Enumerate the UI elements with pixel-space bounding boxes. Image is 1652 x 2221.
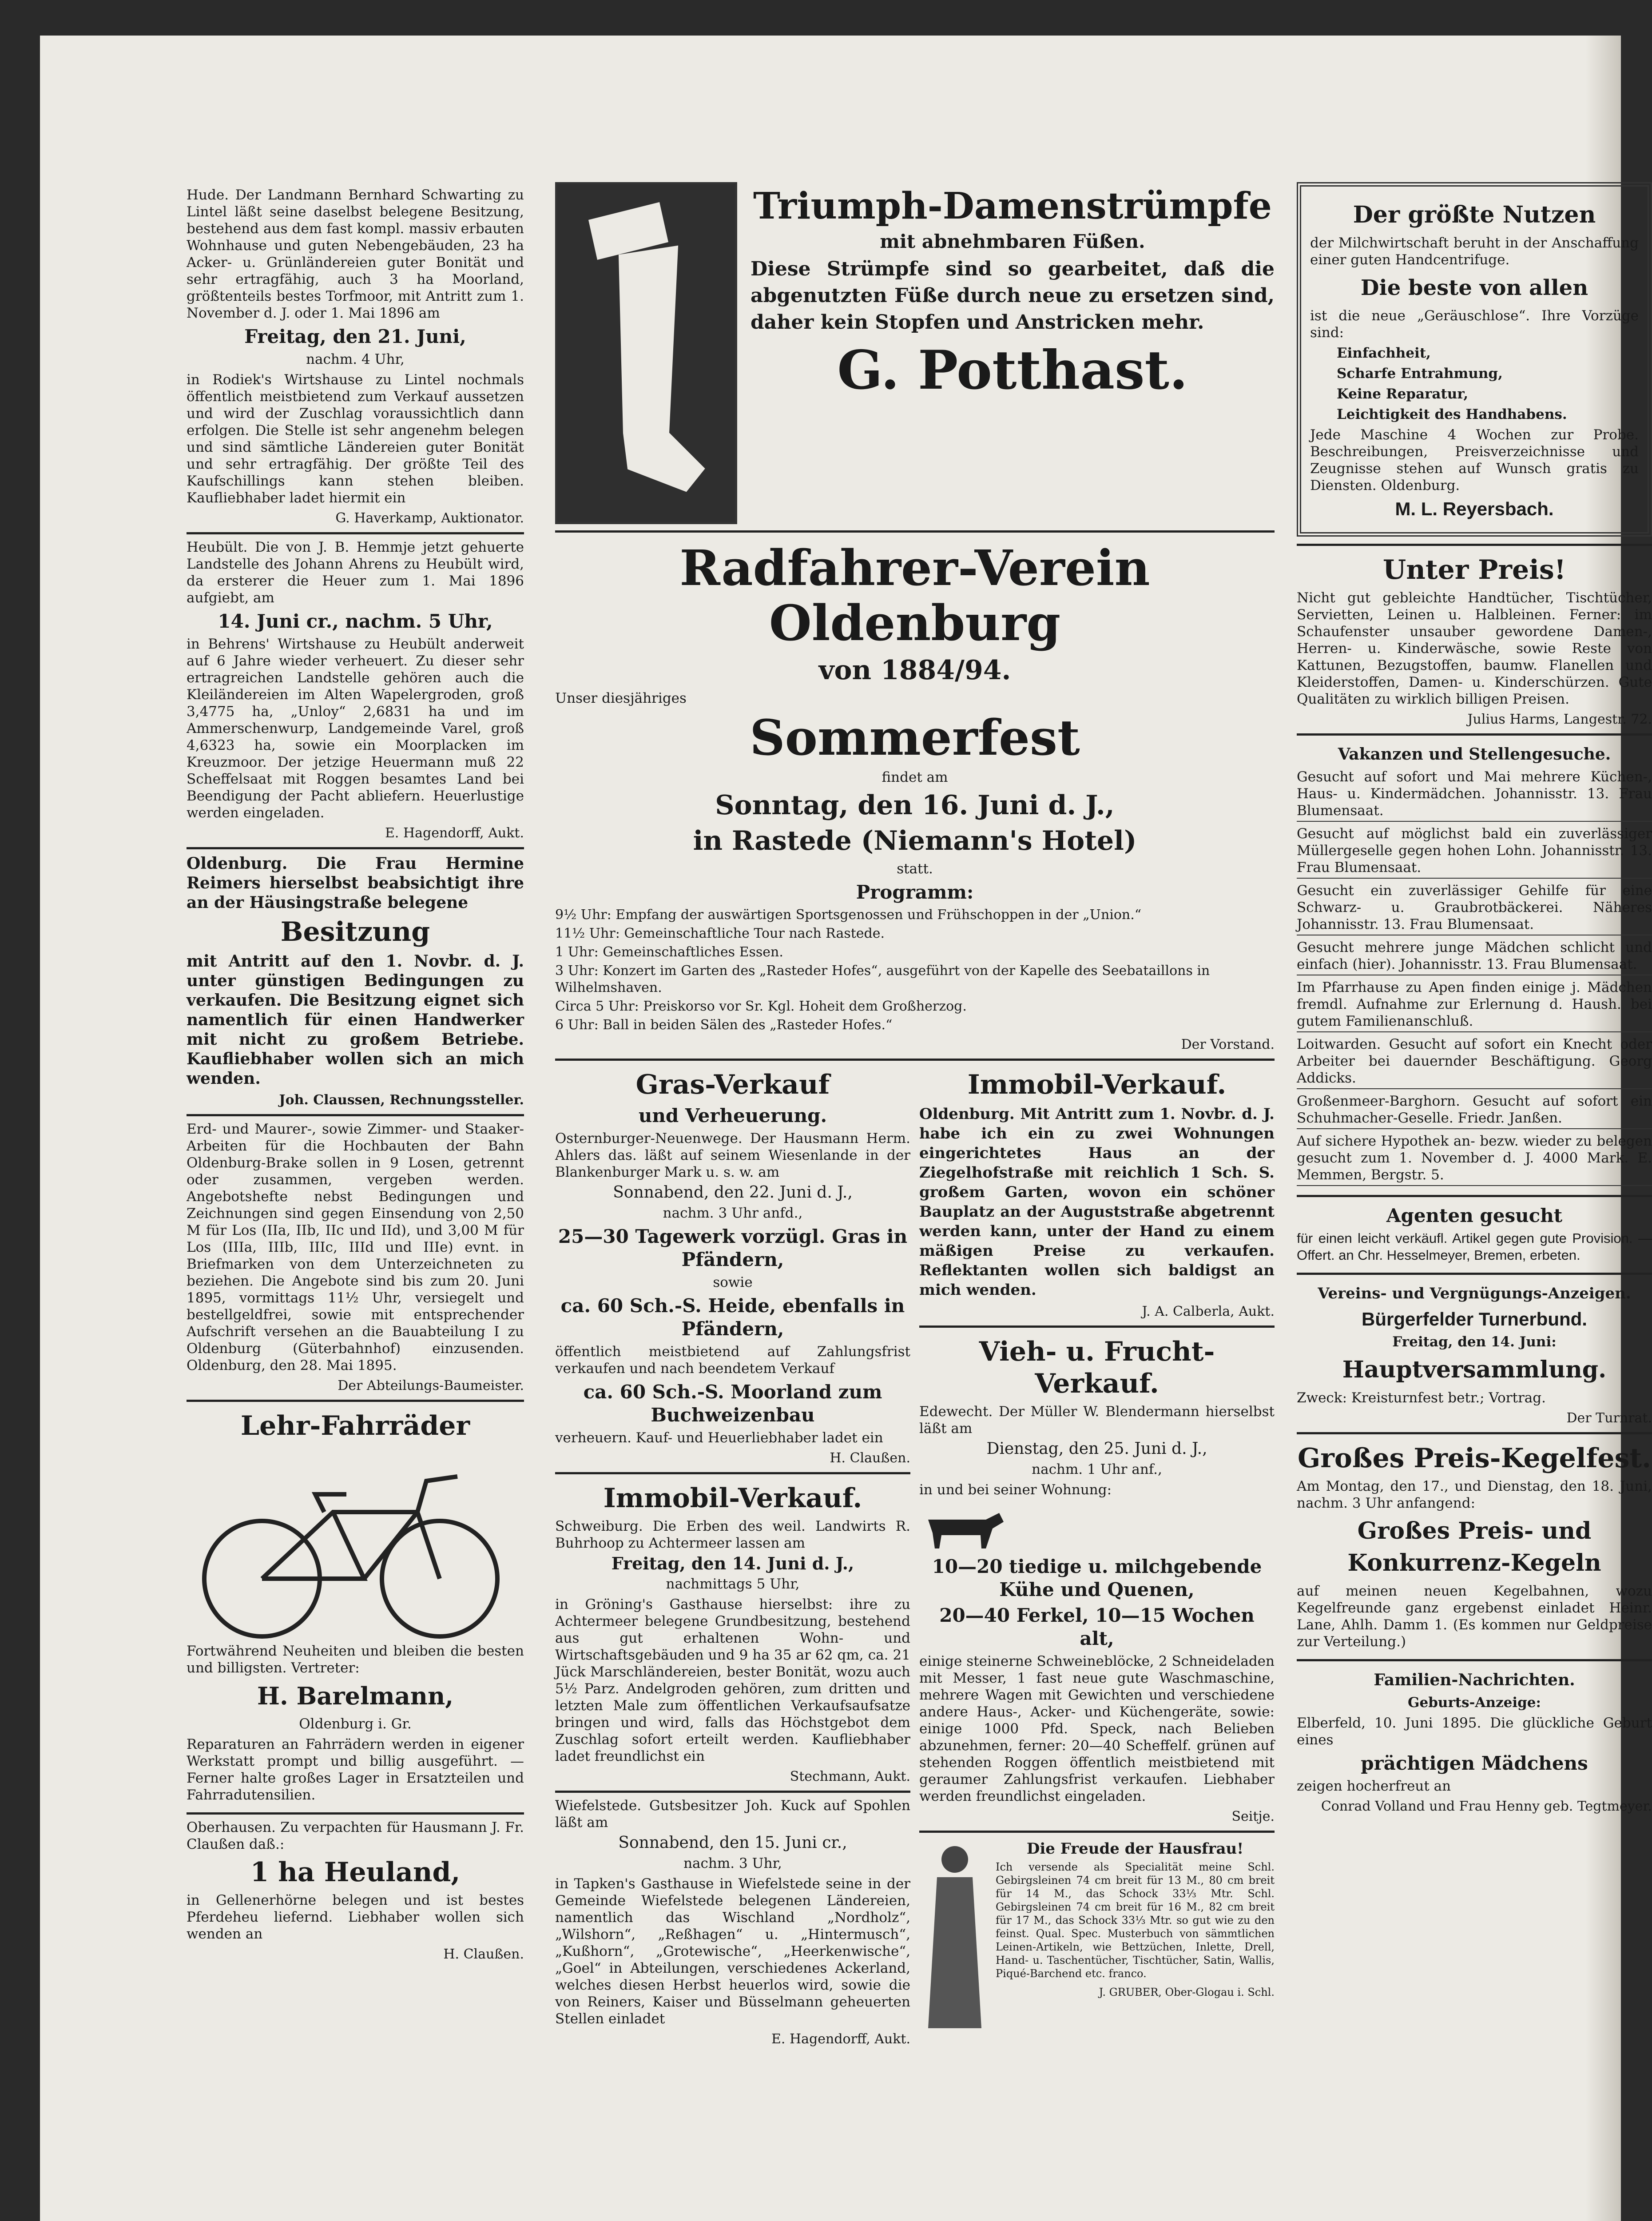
- content-frame: [187, 182, 1652, 2221]
- program-item: 9½ Uhr: Empfang der auswärtigen Sportsgenossen und Frühschoppen in der „Union.“: [555, 907, 1142, 923]
- ad-title: Der größte Nutzen: [1353, 201, 1596, 228]
- ad-damenstruempfe: [555, 182, 1275, 533]
- ad-offer: 20—40 Ferkel, 10—15 Wochen alt,: [939, 1604, 1255, 1649]
- ad-text: Oldenburg. Die Frau Hermine Reimers hierselbst beabsichtigt ihre an der Häusingstraße belegene: [187, 854, 524, 912]
- ad-title: Die Freude der Hausfrau!: [1026, 1840, 1244, 1858]
- ad-subtitle: mit abnehmbaren Füßen.: [880, 231, 1145, 252]
- ad-signature: E. Hagendorff, Aukt.: [385, 825, 524, 841]
- ad-text: Erd- und Maurer-, sowie Zimmer- und Staaker-Arbeiten für die Hochbauten der Bahn Oldenburg-Brake sollen in 9 Losen, getrennt oder zusammen, vergeben werden. Angebotshefte nebst Bedingungen und Zeichnungen sind gegen Einsendung von 2,50 M für Los (IIa, IIb, IIc und IId), und 3,00 M für Los (IIIa, IIIb, IIIc, IIId und IIIe) evnt. in Briefmarken von dem Unterzeichneten zu beziehen. Die Angebote sind bis zum 20. Juni 1895, vormittags 11½ Uhr, versiegelt und bestellgeldfrei, sowie mit entsprechender Aufschrift versehen an die Bauabteilung I zu Oldenburg (Güterbahnhof) einzusenden. Oldenburg, den 28. Mai 1895.: [187, 1121, 524, 1373]
- program-item: 3 Uhr: Konzert im Garten des „Rasteder Hofes“, ausgeführt von der Kapelle des Seebataillons in Wilhelmshaven.: [555, 963, 1210, 995]
- ad-signature: G. Potthast.: [837, 339, 1188, 402]
- ad-text: Wiefelstede. Gutsbesitzer Joh. Kuck auf Spohlen läßt am: [555, 1798, 910, 1831]
- job-listing: Im Pfarrhause zu Apen finden einige j. Mädchen fremdl. Aufnahme zur Erlernung d. Haush. bei gutem Familienanschluß.: [1297, 979, 1652, 1032]
- section-title: Vereins- und Vergnügungs-Anzeigen.: [1318, 1285, 1631, 1302]
- column-left: [187, 182, 524, 1968]
- feature-item: Keine Reparatur,: [1337, 386, 1469, 402]
- ad-text: Oberhausen. Zu verpachten für Hausmann J. Fr. Claußen daß.:: [187, 1819, 524, 1852]
- ad-title: Bürgerfelder Turnerbund.: [1362, 1309, 1587, 1329]
- ad-offer: 25—30 Tagewerk vorzügl. Gras in Pfändern,: [558, 1226, 908, 1270]
- ad-dealer-name: H. Barelmann,: [257, 1682, 454, 1710]
- ad-date: Sonnabend, den 15. Juni cr.,: [618, 1834, 847, 1852]
- ad-subtitle: und Verheuerung.: [638, 1105, 827, 1126]
- ad-signature: Joh. Claussen, Rechnungssteller.: [279, 1092, 524, 1108]
- ad-time: nachm. 3 Uhr anfd.,: [663, 1205, 803, 1221]
- program-item: Circa 5 Uhr: Preiskorso vor Sr. Kgl. Hoheit dem Großherzog.: [555, 999, 967, 1014]
- ad-dealer-city: Oldenburg i. Gr.: [299, 1716, 412, 1732]
- ad-text: der Milchwirtschaft beruht in der Anschaffung einer guten Handcentrifuge.: [1310, 235, 1639, 268]
- ad-wiefelstede: [555, 1791, 910, 2053]
- ad-signature: Der Turnrat.: [1566, 1410, 1652, 1426]
- ad-text: Zweck: Kreisturnfest betr.; Vortrag.: [1297, 1390, 1546, 1406]
- ad-offer: 10—20 tiedige u. milchgebende Kühe und Quenen,: [932, 1556, 1262, 1600]
- ad-text: Jede Maschine 4 Wochen zur Probe. Beschreibungen, Preisverzeichnisse und Zeugnisse stehen auf Wunsch gratis zu Diensten. Oldenburg.: [1310, 427, 1639, 494]
- job-listing: Gesucht auf möglichst bald ein zuverlässiger Müllergeselle gegen hohen Lohn. Johannisstr. 13. Frau Blumensaat.: [1297, 825, 1652, 879]
- job-listing: Auf sichere Hypothek an- bezw. wieder zu belegen gesucht zum 1. November d. J. 4000 Mark. E. Memmen, Bergstr. 5.: [1297, 1133, 1652, 1186]
- ad-text: Heubült. Die von J. B. Hemmje jetzt gehuerte Landstelle des Johann Ahrens zu Heubült wird, da ersterer die Heuer zum 1. Mai 1896 aufgiebt, am: [187, 539, 524, 606]
- ad-fest-title: Sommerfest: [750, 709, 1080, 766]
- ad-text: Ich versende als Specialität meine Schl. Gebirgsleinen 74 cm breit für 13 M., 80 cm breit für 14 M., das Schock 33⅓ Mtr. Schl. Gebirgsleinen 74 cm breit für 16 M., 82 cm breit für 17 M., das Schock 33⅓ Mtr. so gut wie zu den feinst. Qual. Spec. Musterbuch von sämmtlichen Leinen-Artikeln, wie Bettzüchen, Inlette, Drell, Hand- u. Taschentücher, Tischtücher, Satin, Wallis, Piqué-Barchend etc. franco.: [996, 1861, 1275, 1980]
- ad-immobil-schweiburg: [555, 1472, 910, 1791]
- ad-time: nachm. 4 Uhr,: [306, 351, 405, 367]
- ad-text: Diese Strümpfe sind so gearbeitet, daß die abgenutzten Füße durch neue zu ersetzen sind, daher kein Stopfen und Anstricken mehr.: [751, 258, 1275, 334]
- job-listing: Loitwarden. Gesucht auf sofort ein Knecht oder Arbeiter bei dauernder Beschäftigung. Georg Addicks.: [1297, 1036, 1652, 1089]
- ad-text: statt.: [897, 861, 933, 877]
- ad-text: öffentlich meistbietend auf Zahlungsfrist verkaufen und nach beendetem Verkauf: [555, 1344, 910, 1377]
- ad-reimers: [187, 847, 524, 1114]
- ad-date: 14. Juni cr., nachm. 5 Uhr,: [218, 610, 493, 632]
- ad-signature: E. Hagendorff, Aukt.: [771, 2031, 910, 2047]
- ad-text: verheuern. Kauf- und Heuerliebhaber ladet ein: [555, 1430, 883, 1446]
- ad-signature: Der Vorstand.: [1181, 1037, 1275, 1052]
- ad-text: in Gellenerhörne belegen und ist bestes Pferdeheu liefernd. Liebhaber wollen sich wenden an: [187, 1892, 524, 1942]
- column-middle: [555, 182, 1275, 2053]
- ad-signature: J. A. Calberla, Aukt.: [1142, 1304, 1275, 1319]
- ad-title: Vieh- u. Frucht-Verkauf.: [979, 1336, 1215, 1399]
- stocking-illustration: [555, 182, 737, 524]
- column-right: [1297, 182, 1652, 1820]
- ad-text: ist die neue „Geräuschlose“. Ihre Vorzüge sind:: [1310, 308, 1639, 341]
- ad-bahnbau: [187, 1114, 524, 1400]
- ad-event: prächtigen Mädchens: [1361, 1752, 1588, 1774]
- job-listing: Gesucht mehrere junge Mädchen schlicht und einfach (hier). Johannisstr. 13. Frau Blumensaat.: [1297, 939, 1652, 975]
- ad-text: Unser diesjähriges: [555, 690, 687, 706]
- cow-icon: [919, 1502, 1008, 1551]
- ad-signature: Seitje.: [1231, 1809, 1275, 1824]
- ad-text: einige steinerne Schweineblöcke, 2 Schneideladen mit Messer, 1 fast neue gute Waschmaschine, mehrere Wagen mit Gewichten und verschiedene andere Haus-, Acker- und Küchengeräte, sowie: einige 1000 Pfd. Speck, nach Belieben abzunehmen, ferner: 20—40 Scheffelf. grünen auf stehenden Roggen öffentlich meistbietend mit geraumer Zahlungsfrist verkaufen. Liebhaber werden freundlichst eingeladen.: [919, 1653, 1275, 1804]
- ad-vieh-frucht: [919, 1325, 1275, 1831]
- ad-agenten: [1297, 1195, 1652, 1273]
- ad-signature: H. Claußen.: [443, 1946, 524, 1962]
- ad-date: Sonnabend, den 22. Juni d. J.,: [613, 1183, 853, 1202]
- ad-text: Osternburger-Neuenwege. Der Hausmann Herm. Ahlers das. läßt auf seinem Wiesenlande in der Blankenburger Mark u. s. w. am: [555, 1130, 910, 1180]
- ad-offer: ca. 60 Sch.-S. Heide, ebenfalls in Pfändern,: [560, 1295, 905, 1340]
- section-title: Vakanzen und Stellengesuche.: [1338, 745, 1611, 764]
- stocking-icon: [557, 184, 735, 522]
- ad-date: Sonntag, den 16. Juni d. J.,: [715, 790, 1115, 821]
- ad-signature: J. GRUBER, Ober-Glogau i. Schl.: [1099, 1986, 1275, 1998]
- ad-handcentrifuge: [1297, 182, 1652, 537]
- ad-signature: Conrad Volland und Frau Henny geb. Tegtmeyer.: [1321, 1799, 1652, 1814]
- ad-place: in Rastede (Niemann's Hotel): [693, 825, 1137, 856]
- ad-text: in Gröning's Gasthause hierselbst: ihre zu Achtermeer belegene Grundbesitzung, bestehend aus gut erhaltenen Wohn- und Wirtschaftsgebäuden und 9 ha 35 ar 62 qm, ca. 21 Jück Marschländereien, bester Bonität, wozu auch 5½ Parz. Andelgroden gehören, zum dritten und letzten Male zum öffentlichen Verkaufsaufsatze bringen und wird, falls das Höchstgebot dem Zuschlag sofort erteilt werden. Kaufliebhaber ladet freundlichst ein: [555, 1596, 910, 1764]
- ad-text: Nicht gut gebleichte Handtücher, Tischtücher, Servietten, Leinen u. Halbleinen. Ferner: im Schaufenster unsauber gewordene Damen-, Herren- u. Kinderwäsche, sowie Reste von Kattunen, Bezugstoffen, baumw. Flanellen und Kleiderstoffen, Damen- u. Kinderschürzen. Gute Qualitäten zu wirklich billigen Preisen.: [1297, 590, 1652, 707]
- ad-heubuelt: [187, 532, 524, 847]
- ad-title: Immobil-Verkauf.: [967, 1069, 1227, 1100]
- ad-gras-verkauf: [555, 1061, 910, 1472]
- newspaper-page: [40, 36, 1652, 2221]
- ad-program-title: Programm:: [856, 881, 974, 903]
- ad-title: Gras-Verkauf: [635, 1069, 830, 1100]
- job-listing: Gesucht auf sofort und Mai mehrere Küchen-, Haus- u. Kindermädchen. Johannisstr. 13. Frau Blumensaat.: [1297, 768, 1652, 822]
- ad-heuland: [187, 1812, 524, 1968]
- ad-unter-preis: [1297, 544, 1652, 733]
- ad-text: in Behrens' Wirtshause zu Heubült anderweit auf 6 Jahre wieder verheuert. Zu dieser sehr ertragreichen Landstelle gehören auch die Kleiländereien im Alten Wapelergroden, groß 3,4775 ha, „Unloy“ 2,6831 ha und im Ammerschenwurp, Landgemeinde Varel, groß 4,6323 ha, sowie ein Moorplacken im Kreuzmoor. Der jetzige Heuermann muß 22 Scheffelsaat mit Roggen besamtes Land bei Beendigung der Pacht abliefern. Heuerlustige werden eingeladen.: [187, 636, 524, 821]
- section-vereine: [1297, 1273, 1652, 1432]
- feature-item: Scharfe Entrahmung,: [1337, 366, 1503, 382]
- section-title: Familien-Nachrichten.: [1374, 1671, 1575, 1689]
- ad-freude-hausfrau: [919, 1831, 1275, 2038]
- ad-text: Elberfeld, 10. Juni 1895. Die glückliche Geburt eines: [1297, 1715, 1652, 1748]
- ad-text: für einen leicht verkäufl. Artikel gegen gute Provision. — Offert. an Chr. Hesselmeyer, Bremen, erbeten.: [1297, 1230, 1652, 1263]
- job-listing: Gesucht ein zuverlässiger Gehilfe für eine Schwarz- u. Graubrotbäckerei. Näheres Johannisstr. 13. Frau Blumensaat.: [1297, 882, 1652, 935]
- ad-hude: [187, 182, 524, 532]
- ad-immobil-oldenburg: [919, 1061, 1275, 1325]
- ad-text: Oldenburg. Mit Antritt zum 1. Novbr. d. J. habe ich ein zu zwei Wohnungen eingerichtetes Haus an der Ziegelhofstraße mit reichlich 1 Sch. S. großem Garten, wovon ein schöner Bauplatz an der Auguststraße abgetrennt werden kann, unter der Hand zu einem mäßigen Preise zu verkaufen. Reflektanten wollen sich baldigst an mich wenden.: [919, 1105, 1275, 1299]
- ad-title: Immobil-Verkauf.: [603, 1483, 862, 1514]
- ad-text: Reparaturen an Fahrrädern werden in eigener Werkstatt prompt und billig ausgeführt. — Ferner halte großes Lager in Ersatzteilen und Fahrradutensilien.: [187, 1736, 524, 1803]
- program-item: 1 Uhr: Gemeinschaftliches Essen.: [555, 944, 783, 960]
- ad-subtitle: von 1884/94.: [818, 655, 1011, 686]
- feature-item: Leichtigkeit des Handhabens.: [1337, 406, 1567, 422]
- ad-text: in Rodiek's Wirtshause zu Lintel nochmals öffentlich meistbietend zum Verkauf aussetzen und wird der Zuschlag voraussichtlich dann erfolgen. Die Stelle ist sehr angenehm belegen und sind sämtliche Ländereien guter Bonität und sehr ertragfähig. Der größte Teil des Kaufschillings kann stehen bleiben. Kaufliebhaber ladet hiermit ein: [187, 372, 524, 506]
- ad-signature: Stechmann, Aukt.: [790, 1769, 910, 1784]
- ad-radfahrer-verein: [555, 533, 1275, 1059]
- ad-text: Edewecht. Der Müller W. Blendermann hierselbst läßt am: [919, 1404, 1275, 1437]
- ad-kegelfest: [1297, 1432, 1652, 1659]
- ad-text: Schweiburg. Die Erben des weil. Landwirts R. Buhrhoop zu Achtermeer lassen am: [555, 1518, 910, 1551]
- section-familien: [1297, 1659, 1652, 1820]
- ad-signature: Der Abteilungs-Baumeister.: [338, 1378, 524, 1393]
- ad-signature: M. L. Reyersbach.: [1395, 498, 1554, 519]
- ad-title: Lehr-Fahrräder: [240, 1410, 470, 1441]
- section-vakanzen: [1297, 733, 1652, 1195]
- housewife-illustration-icon: [919, 1837, 990, 2033]
- ad-text: in und bei seiner Wohnung:: [919, 1482, 1112, 1498]
- ad-title: Radfahrer-Verein Oldenburg: [679, 539, 1150, 652]
- ad-signature: H. Claußen.: [830, 1450, 910, 1466]
- ad-title: Unter Preis!: [1382, 554, 1566, 585]
- ad-event: Großes Preis- und Konkurrenz-Kegeln: [1347, 1517, 1601, 1576]
- ad-text: Hude. Der Landmann Bernhard Schwarting zu Lintel läßt seine daselbst belegene Besitzung, bestehend aus dem fast kompl. massiv erbauten Wohnhause und guten Nebengebäuden, 23 ha Acker- u. Grünländereien guter Bonität und sehr ertragfähig, auch 3 ha Moorland, größtenteils bestes Torfmoor, mit Antritt zum 1. November d. J. oder 1. Mai 1896 am: [187, 187, 524, 321]
- ad-date: Dienstag, den 25. Juni d. J.,: [986, 1440, 1207, 1458]
- ad-text: Am Montag, den 17., und Dienstag, den 18. Juni, nachm. 3 Uhr anfangend:: [1297, 1478, 1652, 1511]
- ad-time: nachmittags 5 Uhr,: [666, 1576, 800, 1592]
- ad-fahrraeder: [187, 1400, 524, 1812]
- ad-title: Agenten gesucht: [1386, 1205, 1563, 1226]
- ad-time: nachm. 3 Uhr,: [683, 1855, 782, 1871]
- ad-text: auf meinen neuen Kegelbahnen, wozu Kegelfreunde ganz ergebenst einladet Heinr. Lane, Ahlh. Damm 1. (Es kommen nur Geldpreise zur Verteilung.): [1297, 1583, 1652, 1650]
- ad-title: Besitzung: [280, 916, 430, 947]
- ad-signature: Julius Harms, Langestr. 72.: [1467, 712, 1652, 727]
- ad-date: Freitag, den 14. Juni d. J.,: [611, 1553, 854, 1573]
- ad-subtitle: Die beste von allen: [1360, 275, 1588, 300]
- program-item: 11½ Uhr: Gemeinschaftliche Tour nach Rastede.: [555, 926, 885, 941]
- ad-date: Freitag, den 21. Juni,: [244, 326, 466, 347]
- ad-text: findet am: [882, 769, 948, 785]
- ad-offer: ca. 60 Sch.-S. Moorland zum Buchweizenbau: [583, 1381, 882, 1426]
- middle-subcolumn-left: [555, 1061, 910, 2053]
- middle-two-columns: [555, 1059, 1275, 2053]
- ad-time: nachm. 1 Uhr anf.,: [1032, 1461, 1162, 1477]
- middle-subcolumn-right: [919, 1061, 1275, 2053]
- ad-title: Großes Preis-Kegelfest.: [1298, 1443, 1651, 1474]
- ad-subtitle: Geburts-Anzeige:: [1408, 1695, 1541, 1711]
- ad-text: mit Antritt auf den 1. Novbr. d. J. unter günstigen Bedingungen zu verkaufen. Die Besitzung eignet sich namentlich für einen Handwerker mit nicht zu großem Betriebe. Kaufliebhaber wollen sich an mich wenden.: [187, 952, 524, 1088]
- feature-item: Einfachheit,: [1337, 345, 1431, 361]
- job-listing: Großenmeer-Barghorn. Gesucht auf sofort ein Schuhmacher-Geselle. Friedr. Janßen.: [1297, 1093, 1652, 1129]
- ad-text: sowie: [713, 1274, 753, 1290]
- ad-text: in Tapken's Gasthause in Wiefelstede seine in der Gemeinde Wiefelstede belegenen Ländereien, namentlich das Wischland „Nordholz“, „Wilshorn“, „Reßhagen“ u. „Hintermusch“, „Kußhorn“, „Grotewische“, „Heerkenwische“, „Goel“ in Abteilungen, verschiedenes Ackerland, welches diesen Herbst heuerlos wird, sowie die von Reiners, Kaiser und Büsselmann geheuerten Stellen einladet: [555, 1876, 910, 2027]
- ad-title: 1 ha Heuland,: [250, 1857, 461, 1888]
- program-item: 6 Uhr: Ball in beiden Sälen des „Rasteder Hofes.“: [555, 1017, 893, 1033]
- ad-event: Hauptversammlung.: [1342, 1356, 1607, 1383]
- ad-text: zeigen hocherfreut an: [1297, 1778, 1451, 1794]
- ad-title: Triumph-Damenstrümpfe: [753, 185, 1272, 227]
- ad-date: Freitag, den 14. Juni:: [1392, 1334, 1557, 1350]
- program-list: [555, 907, 1275, 1034]
- ad-text: Fortwährend Neuheiten und bleiben die besten und billigsten. Vertreter:: [187, 1643, 524, 1676]
- ad-signature: G. Haverkamp, Auktionator.: [335, 510, 524, 526]
- bicycle-icon: [187, 1445, 515, 1641]
